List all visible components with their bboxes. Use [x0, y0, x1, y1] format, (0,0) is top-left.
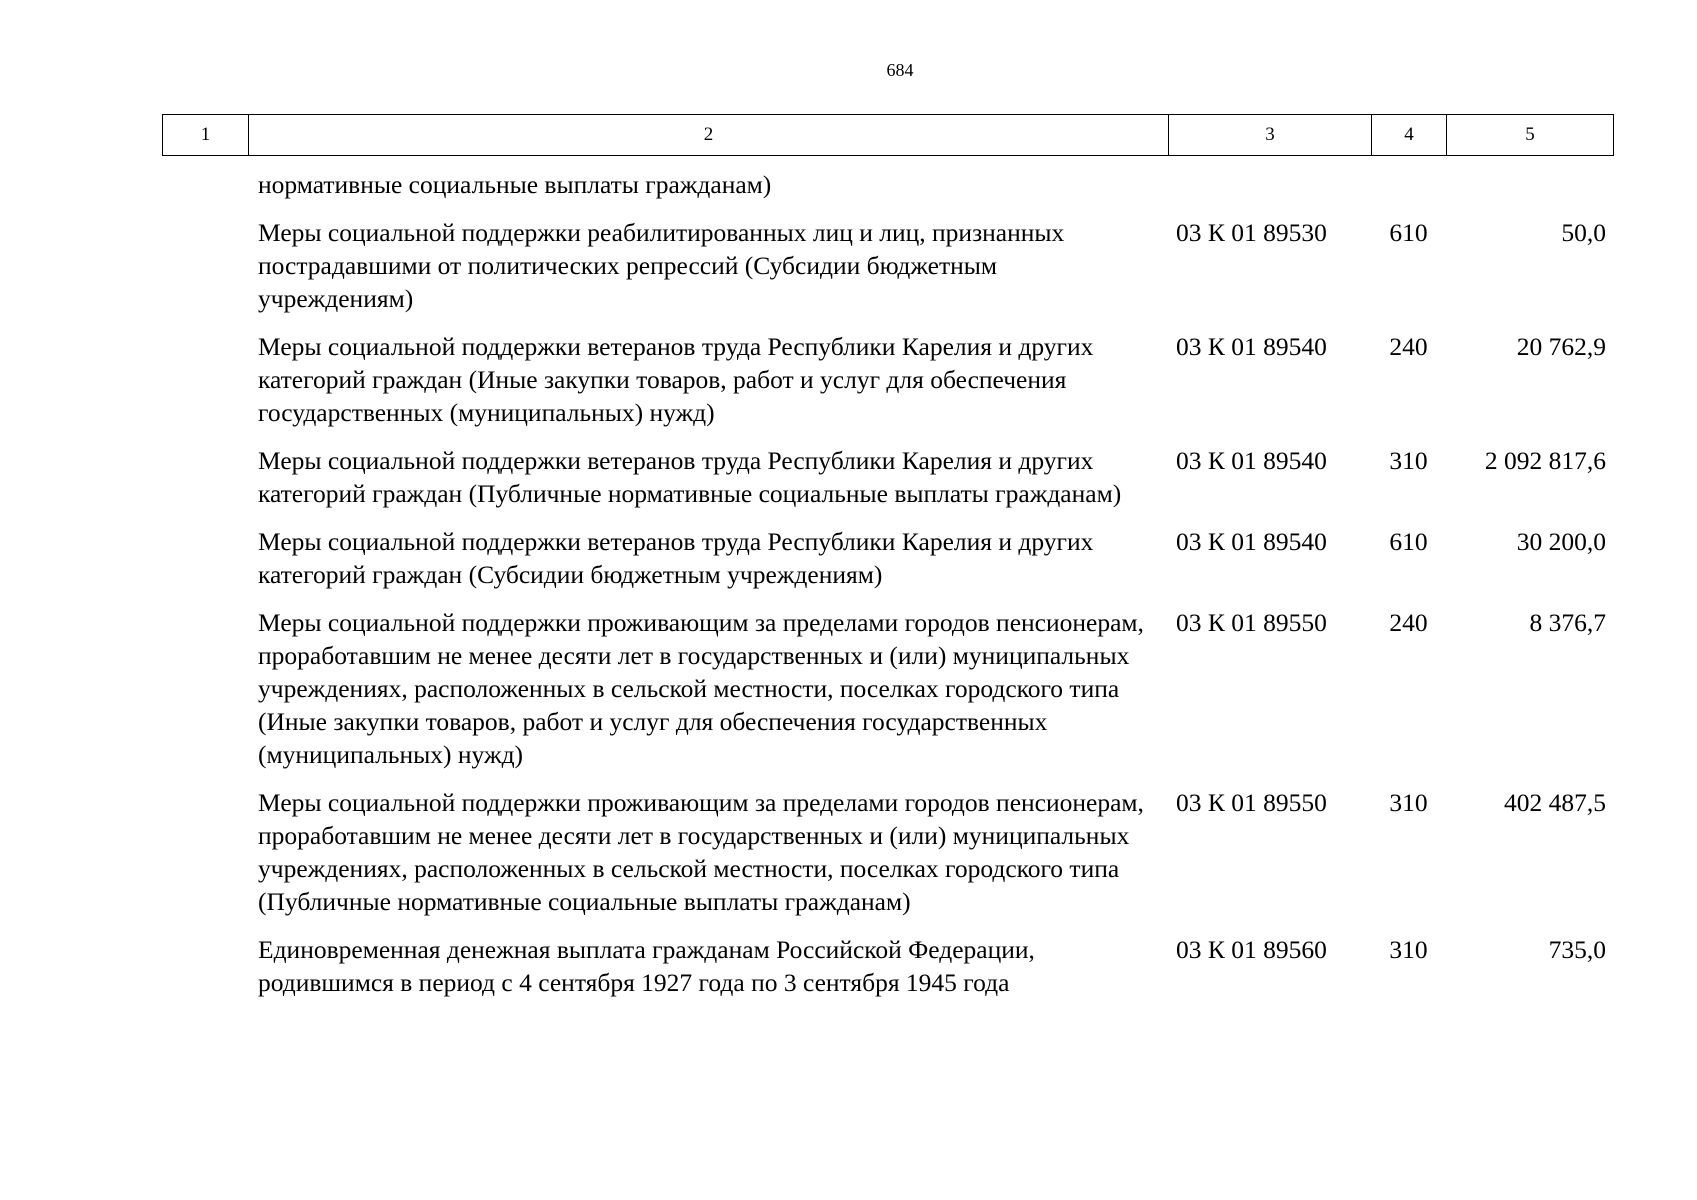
table-row: [162, 525, 1614, 591]
table-row: [162, 444, 1614, 510]
row-code: 03 К 01 89540: [1176, 332, 1327, 361]
row-amount: 2 092 817,6: [1484, 446, 1606, 475]
row-expense-type: 310: [1389, 788, 1428, 817]
row-code: 03 К 01 89540: [1176, 446, 1327, 475]
table-row: [162, 786, 1614, 918]
row-expense-type: 310: [1389, 446, 1428, 475]
table-row: [162, 168, 1614, 201]
row-expense-type: 610: [1389, 218, 1428, 247]
row-amount: 50,0: [1561, 218, 1606, 247]
row-amount: 30 200,0: [1516, 527, 1606, 556]
table-body: [162, 168, 1614, 1014]
header-column-4: 4: [1372, 115, 1447, 155]
row-code: 03 К 01 89530: [1176, 218, 1327, 247]
row-expense-type: [1371, 168, 1446, 201]
row-description: Единовременная денежная выплата гражданам Российской Федерации, родившимся в период с 4 сентября 1927 года по 3 сентября 1945 года: [258, 935, 1035, 997]
row-code: 03 К 01 89540: [1176, 527, 1327, 556]
header-column-3: 3: [1169, 115, 1372, 155]
row-description: Меры социальной поддержки реабилитированных лиц и лиц, признанных пострадавшими от политических репрессий (Субсидии бюджетным учреждениям): [258, 218, 1065, 313]
row-amount: 402 487,5: [1504, 788, 1606, 817]
row-code: 03 К 01 89550: [1176, 608, 1327, 637]
row-description: Меры социальной поддержки проживающим за пределами городов пенсионерам, проработавшим не менее десяти лет в государственных и (или) муниципальных учреждениях, расположенных в сельской местности, поселках городского типа (Иные закупки товаров, работ и услуг для обеспечения государственных (муниципальных) нужд): [258, 608, 1144, 769]
page-number: 684: [886, 60, 914, 80]
row-expense-type: 310: [1389, 935, 1428, 964]
row-amount: 20 762,9: [1516, 332, 1606, 361]
header-column-2: 2: [249, 115, 1169, 155]
row-amount: [1446, 168, 1614, 201]
row-code: 03 К 01 89560: [1176, 935, 1327, 964]
table-row: [162, 606, 1614, 771]
header-column-1: 1: [163, 115, 249, 155]
row-code: 03 К 01 89550: [1176, 788, 1327, 817]
row-description: Меры социальной поддержки ветеранов труда Республики Карелия и других категорий граждан (Публичные нормативные социальные выплаты гражданам): [258, 446, 1122, 508]
table-row: [162, 330, 1614, 429]
table-header: [162, 114, 1614, 156]
row-code: [1168, 168, 1371, 201]
row-description: нормативные социальные выплаты гражданам): [258, 170, 772, 199]
header-column-5: 5: [1525, 124, 1535, 145]
row-description: Меры социальной поддержки ветеранов труда Республики Карелия и других категорий граждан (Иные закупки товаров, работ и услуг для обеспечения государственных (муниципальных) нужд): [258, 332, 1094, 427]
row-amount: 735,0: [1548, 935, 1606, 964]
table-row: [162, 216, 1614, 315]
row-amount: 8 376,7: [1529, 608, 1606, 637]
row-description: Меры социальной поддержки проживающим за пределами городов пенсионерам, проработавшим не менее десяти лет в государственных и (или) муниципальных учреждениях, расположенных в сельской местности, поселках городского типа (Публичные нормативные социальные выплаты гражданам): [258, 788, 1144, 916]
row-expense-type: 240: [1389, 608, 1428, 637]
row-expense-type: 610: [1389, 527, 1428, 556]
table-row: [162, 933, 1614, 999]
row-expense-type: 240: [1389, 332, 1428, 361]
row-description: Меры социальной поддержки ветеранов труда Республики Карелия и других категорий граждан (Субсидии бюджетным учреждениям): [258, 527, 1094, 589]
